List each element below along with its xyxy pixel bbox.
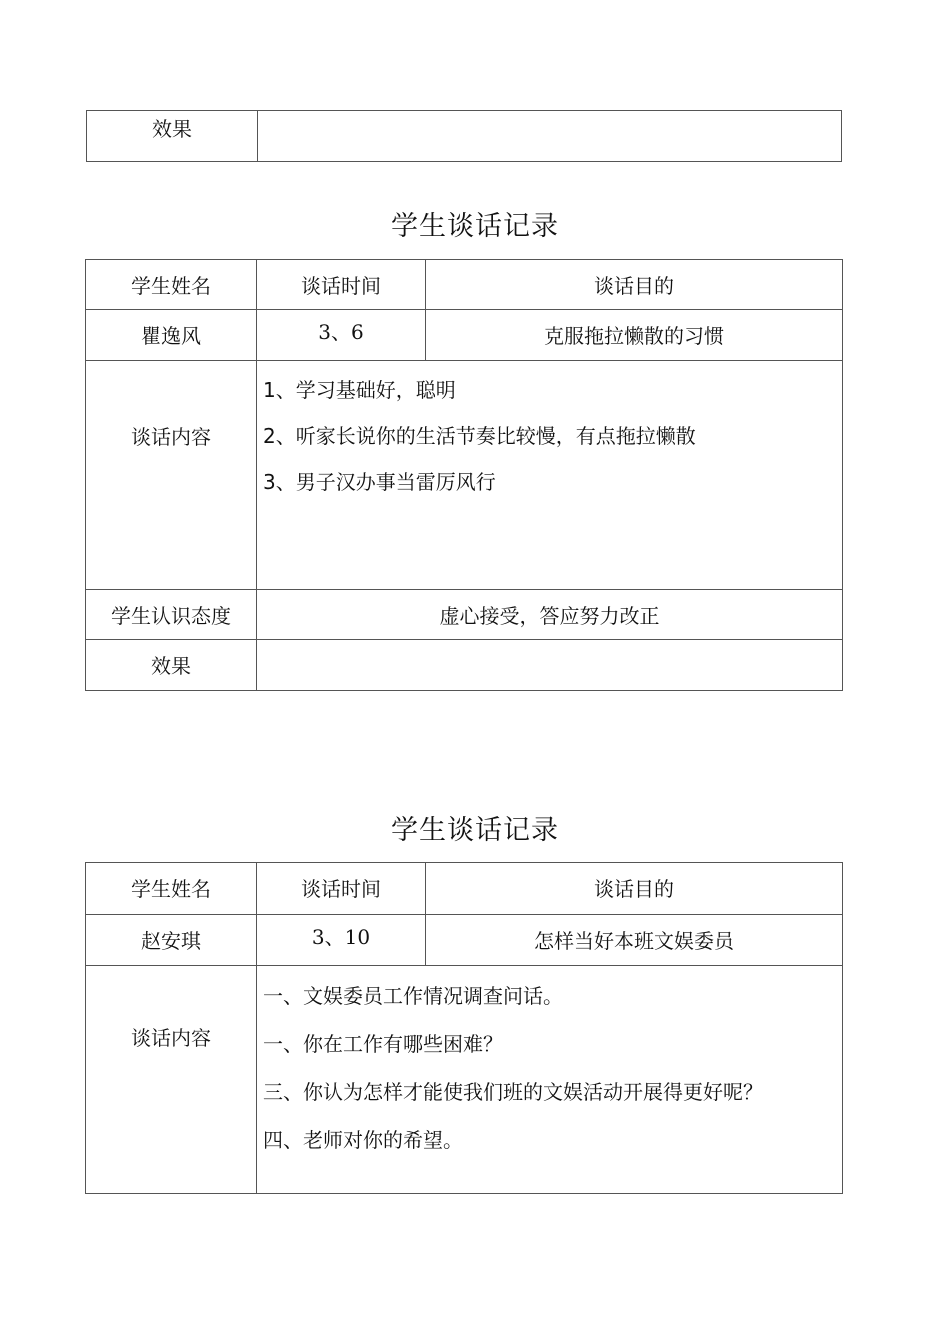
talk-time: 3、6 <box>257 310 426 361</box>
effect-label: 效果 <box>86 640 257 691</box>
attitude-label: 学生认识态度 <box>86 590 257 640</box>
record1-table <box>85 259 843 691</box>
content-line: 一、文娱委员工作情况调查问话。 <box>263 984 563 1008</box>
content-label: 谈话内容 <box>86 361 257 590</box>
header-talk-purpose: 谈话目的 <box>426 863 843 915</box>
effect-value <box>258 111 842 162</box>
talk-purpose: 克服拖拉懒散的习惯 <box>426 310 843 361</box>
talk-time: 3、10 <box>257 915 426 966</box>
top-effect-table <box>86 110 842 162</box>
effect-label: 效果 <box>87 111 258 162</box>
content-line: 一、你在工作有哪些困难？ <box>263 1032 503 1056</box>
header-talk-purpose: 谈话目的 <box>426 260 843 310</box>
record2-table <box>85 862 843 1194</box>
student-name: 瞿逸风 <box>86 310 257 361</box>
header-student-name: 学生姓名 <box>86 863 257 915</box>
talk-content <box>257 361 843 590</box>
content-line: 四、老师对你的希望。 <box>263 1128 463 1152</box>
content-label: 谈话内容 <box>86 966 257 1194</box>
header-talk-time: 谈话时间 <box>257 260 426 310</box>
attitude-value: 虚心接受，答应努力改正 <box>257 590 843 640</box>
header-student-name: 学生姓名 <box>86 260 257 310</box>
header-talk-time: 谈话时间 <box>257 863 426 915</box>
content-line: 三、你认为怎样才能使我们班的文娱活动开展得更好呢？ <box>263 1080 763 1104</box>
student-name: 赵安琪 <box>86 915 257 966</box>
effect-value <box>257 640 843 691</box>
content-line: 3、男子汉办事当雷厉风行 <box>263 470 496 494</box>
talk-content <box>257 966 843 1194</box>
content-line: 2、听家长说你的生活节奏比较慢，有点拖拉懒散 <box>263 424 696 448</box>
record2-title: 学生谈话记录 <box>391 815 559 846</box>
talk-purpose: 怎样当好本班文娱委员 <box>426 915 843 966</box>
record1-title: 学生谈话记录 <box>391 211 559 242</box>
content-line: 1、学习基础好，聪明 <box>263 378 456 402</box>
